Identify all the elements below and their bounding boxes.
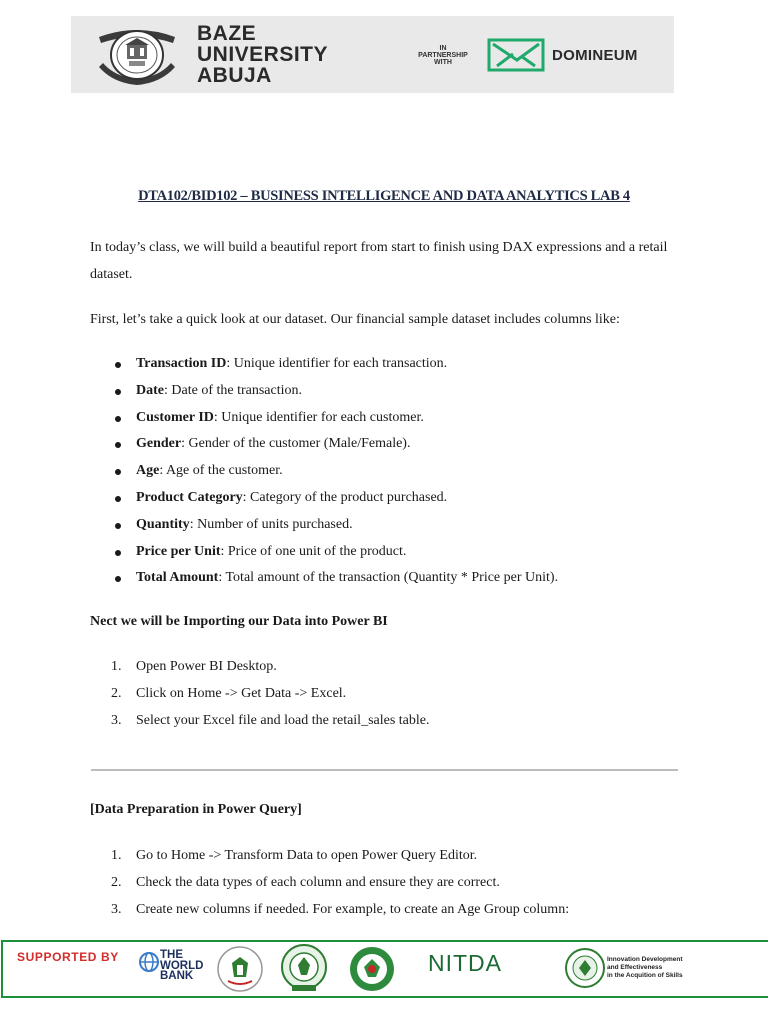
list-item (90, 485, 558, 512)
bullet-icon (115, 362, 121, 368)
partnership-label (404, 45, 482, 66)
step-text: Check the data types of each column and ensure they are correct. (136, 875, 500, 890)
bullet-icon (115, 469, 121, 475)
column-term: Total Amount (136, 570, 219, 586)
list-item (90, 680, 430, 707)
column-term: Date (136, 382, 164, 398)
column-description: : Gender of the customer (Male/Female). (181, 436, 411, 452)
list-item (90, 896, 569, 923)
list-item (90, 539, 558, 566)
data-preparation-heading: [Data Preparation in Power Query] (90, 802, 302, 817)
column-term: Gender (136, 436, 182, 452)
list-item (90, 431, 558, 458)
step-number: 3. (111, 902, 122, 917)
baze-university-seal-logo (93, 23, 181, 87)
step-text: Select your Excel file and load the retail_sales table. (136, 713, 430, 728)
column-term: Transaction ID (136, 356, 227, 371)
world-bank-line: WORLD (160, 959, 204, 972)
step-number: 2. (111, 686, 122, 701)
supported-by-label: SUPPORTED BY (17, 950, 119, 964)
list-item (90, 405, 558, 432)
sponsors-footer (1, 940, 768, 998)
world-bank-name (160, 950, 203, 982)
world-bank-line: THE (160, 949, 183, 961)
step-number: 2. (111, 875, 122, 890)
step-text: Click on Home -> Get Data -> Excel. (136, 686, 347, 701)
bullet-icon (115, 576, 121, 582)
column-term: Product Category (136, 489, 243, 505)
partnership-line: PARTNERSHIP (418, 52, 468, 59)
bullet-icon (115, 523, 121, 529)
import-heading: Nect we will be Importing our Data into Power BI (90, 614, 388, 629)
world-bank-line: BANK (160, 970, 194, 982)
dataset-columns-list (90, 351, 558, 592)
column-description: : Age of the customer. (159, 463, 283, 479)
column-term: Price per Unit (136, 543, 221, 559)
globe-icon (139, 952, 159, 972)
university-name-line: ABUJA (197, 64, 272, 87)
step-text: Open Power BI Desktop. (136, 659, 277, 674)
dataset-intro-paragraph: First, let’s take a quick look at our dataset. Our financial sample dataset includes columns like: (90, 312, 620, 327)
ideas-project-seal-logo (280, 943, 328, 993)
university-name-line: BAZE (197, 22, 257, 45)
step-number: 1. (111, 659, 122, 674)
ideas-tagline (607, 956, 707, 980)
bullet-icon (115, 442, 121, 448)
column-term: Age (136, 463, 160, 479)
import-steps-list (90, 653, 430, 734)
column-description: : Unique identifier for each transaction. (226, 356, 448, 371)
column-term: Customer ID (136, 409, 214, 425)
nitda-logo: NITDA (428, 950, 502, 976)
step-text: Create new columns if needed. For example, to create an Age Group column: (136, 902, 570, 917)
list-item (90, 869, 569, 896)
document-title: DTA102/BID102 – BUSINESS INTELLIGENCE AND DATA ANALYTICS LAB 4 (138, 188, 630, 204)
intro-paragraph: In today’s class, we will build a beautiful report from start to finish using DAX expressions and a retail dataset. (90, 240, 668, 282)
column-description: : Price of one unit of the product. (220, 543, 407, 559)
partnership-line: WITH (434, 59, 452, 66)
domineum-logo (487, 38, 545, 72)
partnership-line: IN (439, 45, 447, 52)
federal-ministry-seal-logo (216, 945, 264, 993)
list-item (90, 707, 430, 734)
partner-name: DOMINEUM (552, 47, 638, 64)
bullet-icon (115, 416, 121, 422)
column-description: : Date of the transaction. (164, 382, 303, 398)
list-item (90, 458, 558, 485)
university-name-line: UNIVERSITY (197, 43, 329, 66)
ideas-tagline-line: Innovation Development (607, 956, 683, 963)
ideas-tagline-line: in the Acquition of Skills (607, 972, 683, 979)
bullet-icon (115, 496, 121, 502)
bullet-icon (115, 389, 121, 395)
bullet-icon (115, 550, 121, 556)
university-name (197, 23, 328, 86)
list-item (90, 842, 569, 869)
header-banner (71, 16, 674, 93)
column-description: : Total amount of the transaction (Quantity * Price per Unit). (218, 570, 559, 586)
column-term: Quantity (136, 516, 190, 532)
step-number: 3. (111, 713, 122, 728)
column-description: : Category of the product purchased. (242, 489, 448, 505)
column-description: : Number of units purchased. (189, 516, 353, 532)
green-agency-seal-logo (348, 945, 396, 993)
data-preparation-steps-list (90, 842, 569, 923)
horizontal-divider (91, 769, 678, 771)
world-bank-logo (139, 948, 209, 988)
ideas-tagline-line: and Effectiveness (607, 964, 663, 971)
list-item (90, 512, 558, 539)
list-item (90, 565, 558, 592)
column-description: : Unique identifier for each customer. (213, 409, 424, 425)
step-number: 1. (111, 848, 122, 863)
step-text: Go to Home -> Transform Data to open Power Query Editor. (136, 848, 478, 863)
list-item (90, 351, 558, 378)
list-item (90, 378, 558, 405)
ideas-seal-logo (564, 946, 606, 992)
list-item (90, 653, 430, 680)
